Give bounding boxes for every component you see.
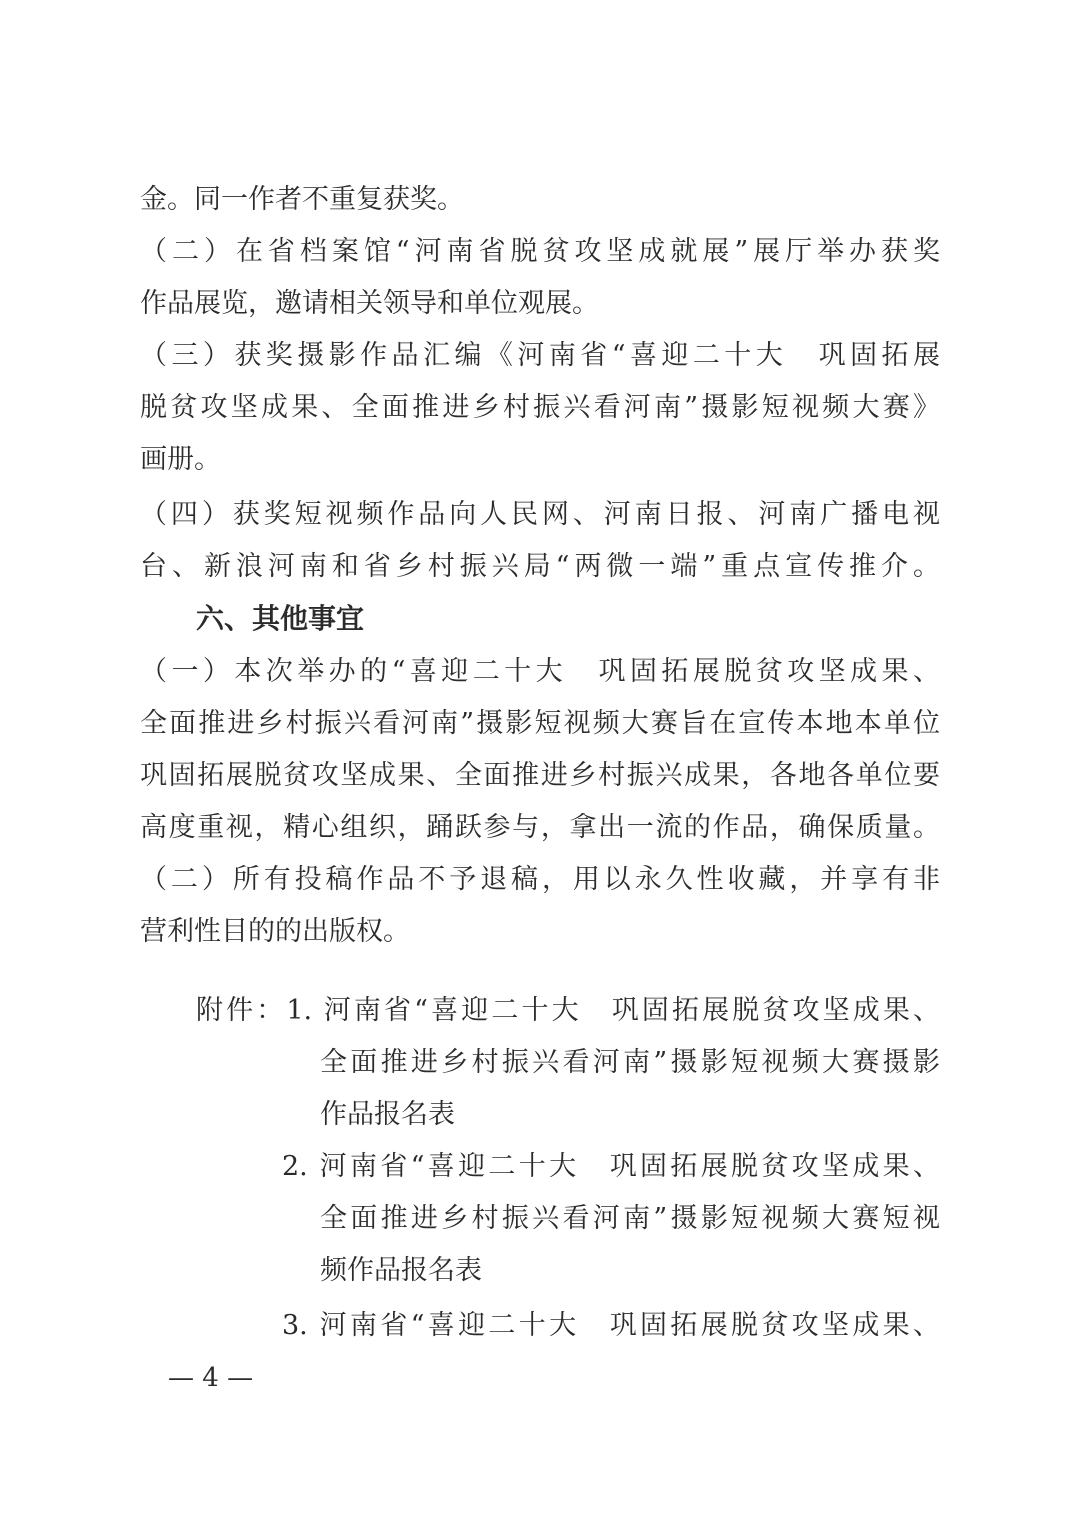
text-line: 营利性目的的出版权。 <box>140 916 410 947</box>
attachment-item: 3. 河南省“喜迎二十大 巩固拓展脱贫攻坚成果、 <box>282 1310 940 1341</box>
text-line: 高度重视，精心组织，踊跃参与，拿出一流的作品，确保质量。 <box>140 812 940 843</box>
text-line: （二）所有投稿作品不予退稿，用以永久性收藏，并享有非 <box>140 864 940 895</box>
page-number: — 4 — <box>168 1363 254 1393</box>
text-line: 台、新浪河南和省乡村振兴局“两微一端”重点宣传推介。 <box>140 551 940 582</box>
text-line: 巩固拓展脱贫攻坚成果、全面推进乡村振兴成果，各地各单位要 <box>140 760 940 791</box>
text-line: 画册。 <box>140 444 221 475</box>
attachment-item-continued: 频作品报名表 <box>320 1255 482 1286</box>
attachment-item: 2. 河南省“喜迎二十大 巩固拓展脱贫攻坚成果、 <box>282 1151 940 1182</box>
section-heading: 六、其他事宜 <box>196 602 365 635</box>
text-line: （一）本次举办的“喜迎二十大 巩固拓展脱贫攻坚成果、 <box>140 656 940 687</box>
text-line: （三）获奖摄影作品汇编《河南省“喜迎二十大 巩固拓展 <box>140 340 940 371</box>
attachment-item-continued: 全面推进乡村振兴看河南”摄影短视频大赛摄影 <box>320 1047 940 1078</box>
text-line: 脱贫攻坚成果、全面推进乡村振兴看河南”摄影短视频大赛》 <box>140 392 940 423</box>
text-line: 全面推进乡村振兴看河南”摄影短视频大赛旨在宣传本地本单位 <box>140 708 940 739</box>
text-line: （四）获奖短视频作品向人民网、河南日报、河南广播电视 <box>140 499 940 530</box>
text-line: 作品展览，邀请相关领导和单位观展。 <box>140 288 599 319</box>
text-line: 金。同一作者不重复获奖。 <box>140 184 464 215</box>
attachment-item: 附件：1. 河南省“喜迎二十大 巩固拓展脱贫攻坚成果、 <box>196 995 940 1026</box>
attachment-item-continued: 作品报名表 <box>320 1099 455 1130</box>
text-line: （二）在省档案馆“河南省脱贫攻坚成就展”展厅举办获奖 <box>140 236 940 267</box>
attachment-item-continued: 全面推进乡村振兴看河南”摄影短视频大赛短视 <box>320 1203 940 1234</box>
